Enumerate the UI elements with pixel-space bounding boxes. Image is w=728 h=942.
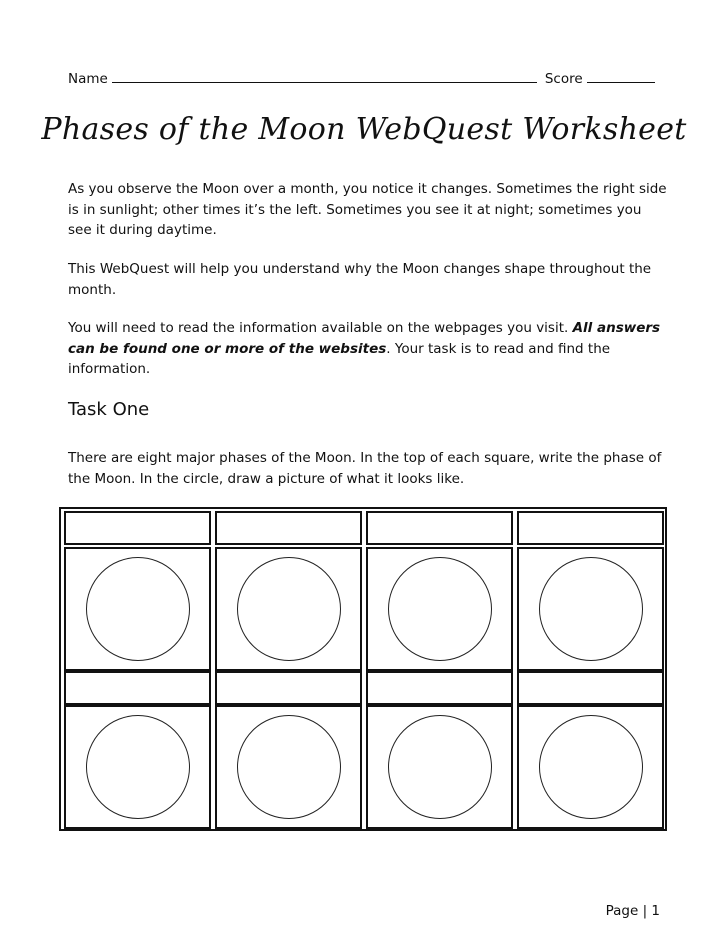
page-number: Page | 1 (605, 903, 660, 919)
phase-drawing-box (215, 705, 362, 829)
moon-drawing-circle[interactable] (539, 715, 643, 819)
intro-p3-text-end: . Your task is to read and find the information. (68, 340, 611, 377)
moon-drawing-circle[interactable] (237, 715, 341, 819)
phase-label-box[interactable] (366, 511, 513, 545)
phase-label-box[interactable] (64, 671, 211, 705)
intro-paragraph-2: This WebQuest will help you understand why the Moon changes shape throughout the month. (68, 261, 652, 298)
phase-label-box[interactable] (215, 511, 362, 545)
phase-drawing-box (517, 705, 664, 829)
intro-paragraph-1: As you observe the Moon over a month, you notice it changes. Sometimes the right side is in sunlight; other times it’s the left. Sometimes you see it at night; sometimes you see it during daytime. (68, 181, 667, 238)
moon-drawing-circle[interactable] (86, 715, 190, 819)
phase-drawing-box (64, 705, 211, 829)
score-label: Score (544, 71, 583, 87)
phase-label-box[interactable] (517, 671, 664, 705)
phase-label-box[interactable] (64, 511, 211, 545)
phase-drawing-box (366, 705, 513, 829)
moon-drawing-circle[interactable] (237, 557, 341, 661)
phase-label-box[interactable] (366, 671, 513, 705)
name-field[interactable] (112, 70, 537, 83)
phase-drawing-box (215, 547, 362, 671)
task-one-instructions: There are eight major phases of the Moon. In the top of each square, write the phase of the Moon. In the circle, draw a picture of what it looks like. (68, 450, 662, 487)
phase-drawing-box (64, 547, 211, 671)
moon-drawing-circle[interactable] (539, 557, 643, 661)
name-label: Name (68, 71, 108, 87)
score-field[interactable] (587, 70, 655, 83)
header-line (68, 70, 658, 87)
task-one-heading: Task One (68, 399, 150, 420)
moon-drawing-circle[interactable] (388, 557, 492, 661)
phase-drawing-box (366, 547, 513, 671)
phase-label-box[interactable] (215, 671, 362, 705)
moon-drawing-circle[interactable] (388, 715, 492, 819)
phase-label-box[interactable] (517, 511, 664, 545)
page-title: Phases of the Moon WebQuest Worksheet (41, 112, 687, 147)
moon-drawing-circle[interactable] (86, 557, 190, 661)
moon-phase-grid (59, 507, 667, 831)
intro-p3-text: You will need to read the information available on the webpages you visit. (68, 320, 573, 336)
phase-drawing-box (517, 547, 664, 671)
intro-p3-emphasis: All answers can be found one or more of the websites (68, 320, 661, 357)
intro-paragraph-3 (68, 318, 668, 380)
